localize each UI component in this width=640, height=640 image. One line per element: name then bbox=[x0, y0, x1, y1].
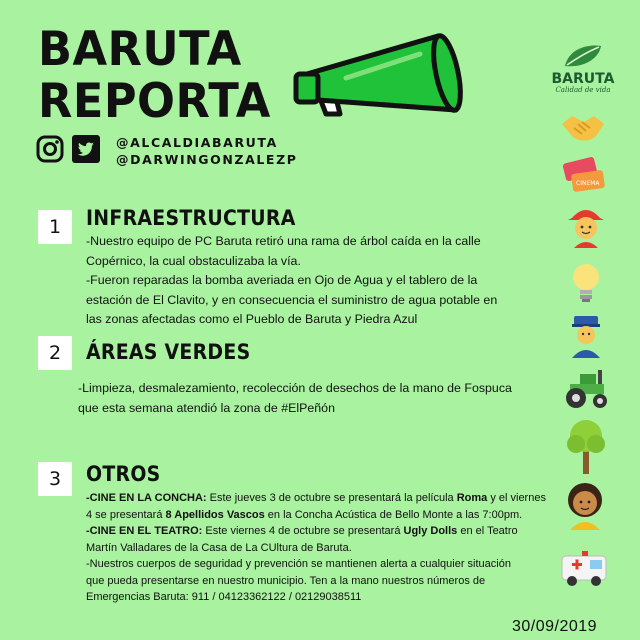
text-span: y el viernes bbox=[487, 492, 546, 504]
section-number-2: 2 bbox=[38, 336, 72, 370]
girl-icon bbox=[562, 480, 608, 530]
text-line: que pueda presentarse en nuestro municipio. Ten a la mano nuestros números de bbox=[86, 574, 486, 587]
tree-icon bbox=[564, 418, 608, 476]
text-line: Martín Valladares de la Casa de La CUltura de Baruta. bbox=[86, 541, 352, 554]
section-title-areas-verdes: ÁREAS VERDES bbox=[86, 340, 251, 364]
section-title-infraestructura: INFRAESTRUCTURA bbox=[86, 206, 296, 230]
text-line: que esta semana atendió la zona de #ElPeñón bbox=[78, 400, 335, 415]
leaf-logo-icon bbox=[561, 42, 605, 70]
baruta-logo bbox=[546, 42, 620, 94]
svg-text:CINEMA: CINEMA bbox=[576, 180, 600, 187]
text-span: en la Concha Acústica de Bello Monte a las 7:00pm. bbox=[264, 508, 523, 521]
text-line bbox=[86, 523, 556, 540]
logo-name: BARUTA bbox=[551, 71, 615, 87]
social-icons bbox=[36, 135, 100, 163]
tractor-icon bbox=[562, 368, 610, 410]
logo-tagline: Calidad de vida bbox=[555, 86, 611, 94]
instagram-icon[interactable] bbox=[36, 135, 64, 163]
section-1-body bbox=[86, 232, 546, 330]
instagram-handle[interactable]: @ALCALDIABARUTA bbox=[116, 135, 278, 150]
bold-title: 8 Apellidos Vascos bbox=[165, 508, 265, 521]
text-line: -Nuestros cuerpos de seguridad y prevención se mantienen alerta a cualquier situación bbox=[86, 558, 511, 570]
social-handles bbox=[116, 134, 298, 168]
text-line: -Fueron reparadas la bomba averiada en Ojo de Agua y el tablero de la bbox=[86, 273, 478, 288]
text-span: 4 se presentará bbox=[86, 508, 166, 521]
firefighter-icon bbox=[566, 202, 606, 248]
text-line: -Limpieza, desmalezamiento, recolección de desechos de la mano de Fospuca bbox=[78, 381, 512, 395]
text-line bbox=[86, 507, 556, 524]
section-number-3: 3 bbox=[38, 462, 72, 496]
text-span: Este viernes 4 de octubre se presentará bbox=[202, 525, 404, 537]
cinema-tickets-icon bbox=[562, 154, 608, 196]
twitter-handle[interactable]: @DARWINGONZALEZP bbox=[116, 152, 298, 167]
police-officer-icon bbox=[566, 312, 606, 358]
bold-label: -CINE EN LA CONCHA: bbox=[86, 492, 207, 504]
section-2-body bbox=[78, 379, 548, 418]
megaphone-icon bbox=[288, 30, 468, 127]
section-3-body bbox=[86, 490, 556, 606]
ambulance-icon bbox=[560, 548, 610, 588]
twitter-icon[interactable] bbox=[72, 135, 100, 163]
text-line bbox=[86, 490, 556, 507]
section-number-1: 1 bbox=[38, 210, 72, 244]
text-span: Este jueves 3 de octubre se presentará la película bbox=[206, 492, 457, 504]
bold-title: Ugly Dolls bbox=[403, 525, 458, 537]
text-line: las zonas afectadas como el Pueblo de Baruta y Piedra Azul bbox=[86, 312, 418, 327]
page-title bbox=[38, 24, 271, 128]
title-line-2: REPORTA bbox=[38, 74, 271, 129]
handshake-icon bbox=[560, 110, 606, 144]
bold-title: Roma bbox=[456, 492, 488, 504]
section-title-otros: OTROS bbox=[86, 462, 161, 486]
text-line: Copérnico, la cual obstaculizaba la vía. bbox=[86, 253, 301, 268]
text-line: -Nuestro equipo de PC Baruta retiró una rama de árbol caída en la calle bbox=[86, 234, 481, 248]
text-line: estación de El Clavito, y en consecuencia el suministro de agua potable en bbox=[86, 292, 498, 307]
text-line: Emergencias Baruta: 911 / 04123362122 / 02129038511 bbox=[86, 591, 362, 603]
bold-label: -CINE EN EL TEATRO: bbox=[86, 525, 203, 537]
lightbulb-icon bbox=[570, 262, 602, 304]
report-date: 30/09/2019 bbox=[512, 618, 598, 635]
title-line-1: BARUTA bbox=[38, 22, 242, 77]
text-span: en el Teatro bbox=[457, 525, 518, 537]
